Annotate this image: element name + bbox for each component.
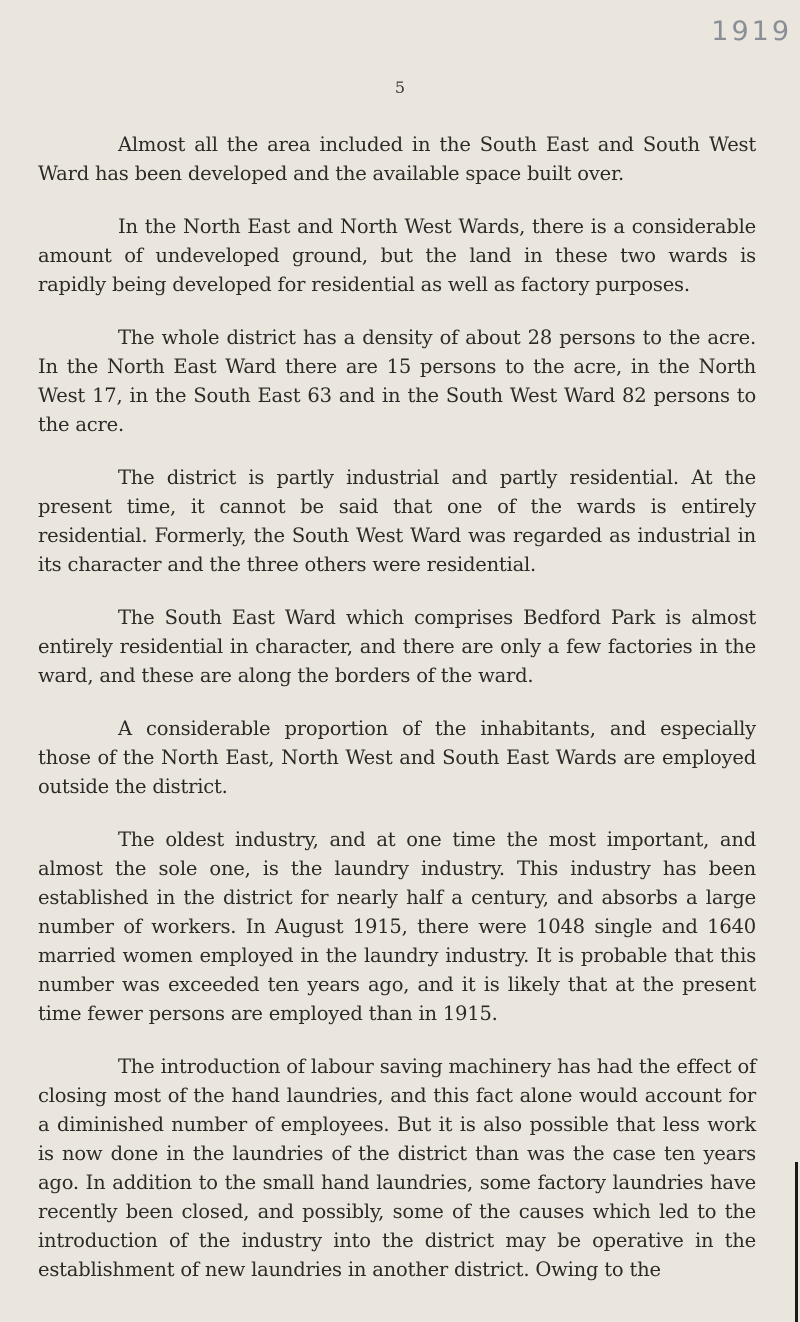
- paragraph: The whole district has a density of about 28 persons to the acre. In the North East Ward there are 15 persons to the acre, in the North West 17, in the South East 63 and in the South West Ward 82 persons to the acre.: [38, 326, 756, 436]
- paragraph: A considerable proportion of the inhabitants, and especially those of the North East, North West and South East Wards are employed outside the district.: [38, 717, 756, 798]
- paragraph: The oldest industry, and at one time the most important, and almost the sole one, is the laundry industry. This industry has been established in the district for nearly half a century, and absorbs a large number of workers. In August 1915, there were 1048 single and 1640 married women employed in the laundry industry. It is probable that this number was exceeded ten years ago, and it is likely that at the present time fewer persons are employed than in 1915.: [38, 828, 756, 1025]
- paragraph: Almost all the area included in the South East and South West Ward has been developed and the available space built over.: [38, 133, 756, 185]
- paragraph: The district is partly industrial and partly residential. At the present time, it cannot be said that one of the wards is entirely residential. Formerly, the South West Ward was regarded as industrial in its character and the three others were residential.: [38, 466, 756, 576]
- body-text: [38, 130, 756, 1308]
- year-stamp: 1919: [711, 16, 792, 47]
- page-number: 5: [394, 78, 406, 97]
- paragraph: In the North East and North West Wards, there is a considerable amount of undeveloped ground, but the land in these two wards is rapidly being developed for residential as well as factory purposes.: [38, 215, 756, 296]
- paragraph: The introduction of labour saving machinery has had the effect of closing most of the hand laundries, and this fact alone would account for a diminished number of employees. But it is also possible that less work is now done in the laundries of the district than was the case ten years ago. In addition to the small hand laundries, some factory laundries have recently been closed, and possibly, some of the causes which led to the introduction of the industry into the district may be operative in the establishment of new laundries in another district. Owing to the: [38, 1055, 756, 1281]
- scan-edge-mark: [795, 1162, 798, 1322]
- paragraph: The South East Ward which comprises Bedford Park is almost entirely residential in character, and there are only a few factories in the ward, and these are along the borders of the ward.: [38, 606, 756, 687]
